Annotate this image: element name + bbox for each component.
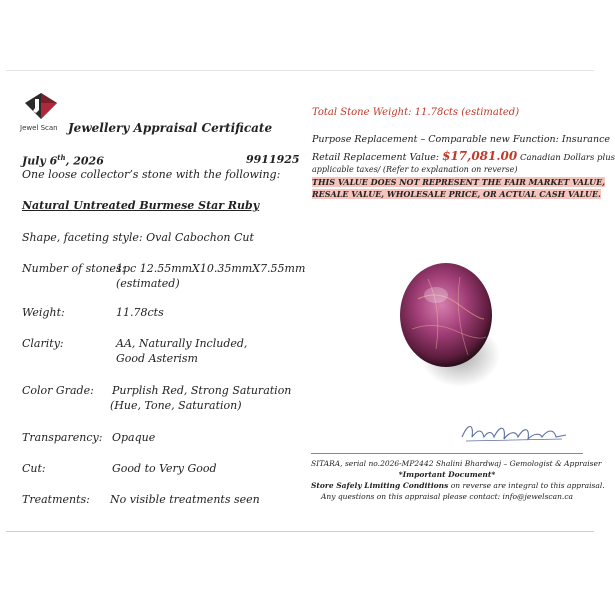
retail-line-2: applicable taxes/ (Refer to explanation on reverse) [312, 165, 518, 174]
num-stones-value: 1pc 12.55mmX10.35mmX7.55mm [116, 262, 306, 275]
stone-name: Natural Untreated Burmese Star Ruby [22, 199, 260, 212]
cut-value: Good to Very Good [112, 462, 217, 475]
color-grade-label: Color Grade: [22, 384, 94, 397]
brand-name: Jewel Scan [20, 124, 58, 132]
signature-line [311, 453, 583, 454]
cut-label: Cut: [22, 462, 46, 475]
treatments-value: No visible treatments seen [110, 493, 260, 506]
treatments-label: Treatments: [22, 493, 90, 506]
retail-value: $17,081.00 [442, 149, 518, 163]
transparency-value: Opaque [112, 431, 156, 444]
store-safely-text: Store Safely Limiting Conditions on reverse are integral to this appraisal. [311, 481, 605, 490]
certificate-number: 9911925 [246, 153, 300, 166]
weight-label: Weight: [22, 306, 65, 319]
retail-suffix: Canadian Dollars plus [517, 153, 615, 163]
purpose-text: Purpose Replacement – Comparable new Function: Insurance [312, 134, 611, 145]
certificate-date: July 6th, 2026 [22, 153, 104, 168]
disclaimer-line-2: RESALE VALUE, WHOLESALE PRICE, OR ACTUAL CASH VALUE. [312, 189, 601, 199]
serial-text: SITARA, serial no.2026-MP2442 Shalini Bhardwaj – Gemologist & Appraiser [311, 459, 602, 468]
shape-text: Shape, faceting style: Oval Cabochon Cut [22, 231, 254, 244]
star-ruby-image [398, 259, 502, 389]
questions-text: Any questions on this appraisal please contact: info@jewelscan.ca [320, 492, 573, 501]
appraiser-signature [458, 415, 570, 447]
disclaimer-line-1: THIS VALUE DOES NOT REPRESENT THE FAIR MARKET VALUE, [312, 177, 606, 187]
retail-value-line [312, 149, 615, 163]
color-grade-note: (Hue, Tone, Saturation) [110, 399, 242, 412]
appraisal-certificate [6, 70, 615, 532]
transparency-label: Transparency: [22, 431, 103, 444]
weight-value: 11.78cts [116, 306, 164, 319]
total-stone-weight: Total Stone Weight: 11.78cts (estimated) [312, 107, 520, 118]
num-stones-label: Number of stones: [22, 262, 126, 275]
num-stones-estimated: (estimated) [116, 277, 180, 290]
clarity-label: Clarity: [22, 337, 64, 350]
important-document: *Important Document* [398, 470, 496, 479]
clarity-value: AA, Naturally Included, [116, 337, 248, 350]
retail-label: Retail Replacement Value: [312, 152, 443, 163]
certificate-title: Jewellery Appraisal Certificate [68, 121, 273, 135]
color-grade-value: Purplish Red, Strong Saturation [112, 384, 292, 397]
intro-text: One loose collector’s stone with the following: [22, 168, 281, 181]
jewel-scan-logo-icon [23, 91, 59, 121]
clarity-value-2: Good Asterism [116, 352, 198, 365]
